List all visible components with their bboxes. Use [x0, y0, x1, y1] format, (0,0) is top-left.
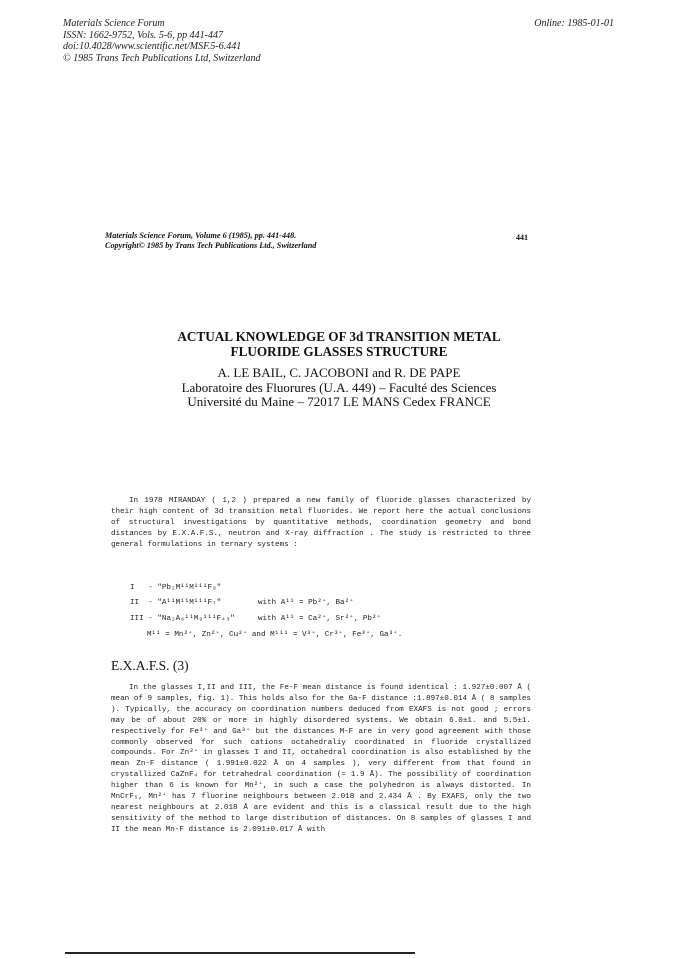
- section-heading-exafs: E.X.A.F.S. (3): [111, 658, 189, 673]
- exafs-text: In the glasses I,II and III, the Fe-F mean distance is found identical : 1.927±0.007 Å ( mean of 9 samples, fig. 1). This holds also for the Ga-F distance :1.897±0.014 Å ( 8 samples ). Typically, the accuracy on coordination numbers deduced from EXAFS is not good ; errors may be of about 20% or more in highly disordered systems. We obtain 6.0±1. and 5.5±1. respectively for Fe³⁺ and Ga³⁺ but the distances M-F are in very good agreement with those commonly observed for such cations octahedraliy coordinated in fluoride crystallized compounds. For Zn²⁺ in glasses I and II, octahedral coordination is also established by the mean Zn-F distance ( 1.991±0.022 Å on 4 samples ), very different from that found in crystallized CaZnF₄ for tetrahedral coordination (≈ 1.9 Å). The possibility of coordination higher than 6 is known for Mn²⁺, in such a case the polyhedron is always distorted. In MnCrF₅, Mn²⁺ has 7 fluorine neighbours between 2.018 and 2.434 Å . By EXAFS, only the two nearest neighbours at 2.018 Å are evident and this is a classical result due to the high sensitivity of the method to large distribution of distances. On 8 samples of glasses I and II the mean Mn-F distance is 2.091±0.017 Å with: [111, 684, 531, 834]
- journal-citation: [105, 231, 316, 251]
- title-line-1: ACTUAL KNOWLEDGE OF 3d TRANSITION METAL: [177, 329, 501, 344]
- formula-2: II - "A¹¹M¹¹M¹¹¹F₇": [130, 599, 222, 607]
- header-journal: Materials Science Forum: [63, 18, 165, 29]
- header-doi[interactable]: doi:10.4028/www.scientific.net/MSF.5-6.441: [63, 41, 242, 52]
- footer-rule: [65, 952, 415, 954]
- formula-ions: M¹¹ = Mn²⁺, Zn²⁺, Cu²⁺ and M¹¹¹ = V³⁺, Cr³⁺, Fe³⁺, Ga³⁺.: [147, 631, 403, 639]
- journal-line-2: Copyright© 1985 by Trans Tech Publications Ltd., Switzerland: [105, 241, 317, 250]
- title-line-2: FLUORIDE GLASSES STRUCTURE: [230, 344, 448, 359]
- affiliation-line-2: Université du Maine – 72017 LE MANS Cedex FRANCE: [187, 394, 491, 410]
- formula-3-with: with A¹¹ = Ca²⁺, Sr²⁺, Pb²⁺: [258, 615, 382, 623]
- header-issn: ISSN: 1662-9752, Vols. 5-6, pp 441-447: [63, 29, 223, 41]
- formula-1: I - "Pb₂M¹¹M¹¹¹F₉": [130, 584, 222, 592]
- journal-line-1: Materials Science Forum, Volume 6 (1985), pp. 441-448.: [105, 231, 297, 240]
- intro-text: In 1978 MIRANDAY ( 1,2 ) prepared a new family of fluoride glasses characterized by their high content of 3d transition metal fluorides. We report here the actual conclusions of structural investigations by quantitative methods, coordination geometry and bond distances by E.X.A.F.S., neutron and X-ray diffraction . The study is restricted to three general formulations in ternary systems :: [111, 497, 531, 549]
- intro-paragraph: [111, 496, 531, 551]
- affiliation-line-1: Laboratoire des Fluorures (U.A. 449) – Faculté des Sciences: [181, 379, 497, 395]
- formula-3: III - "Na₂A₈¹¹M₉¹¹¹F₄₃": [130, 615, 235, 623]
- author-block: [0, 366, 678, 410]
- article-title: [0, 329, 678, 359]
- header-copyright: © 1985 Trans Tech Publications Ltd, Switzerland: [63, 52, 261, 64]
- formula-2-with: with A¹¹ = Pb²⁺, Ba²⁺: [258, 599, 354, 607]
- online-date: Online: 1985-01-01: [534, 18, 614, 29]
- exafs-paragraph: [111, 683, 531, 836]
- publication-info: [63, 18, 261, 64]
- authors: A. LE BAIL, C. JACOBONI and R. DE PAPE: [217, 365, 461, 380]
- page-number: 441: [516, 233, 528, 242]
